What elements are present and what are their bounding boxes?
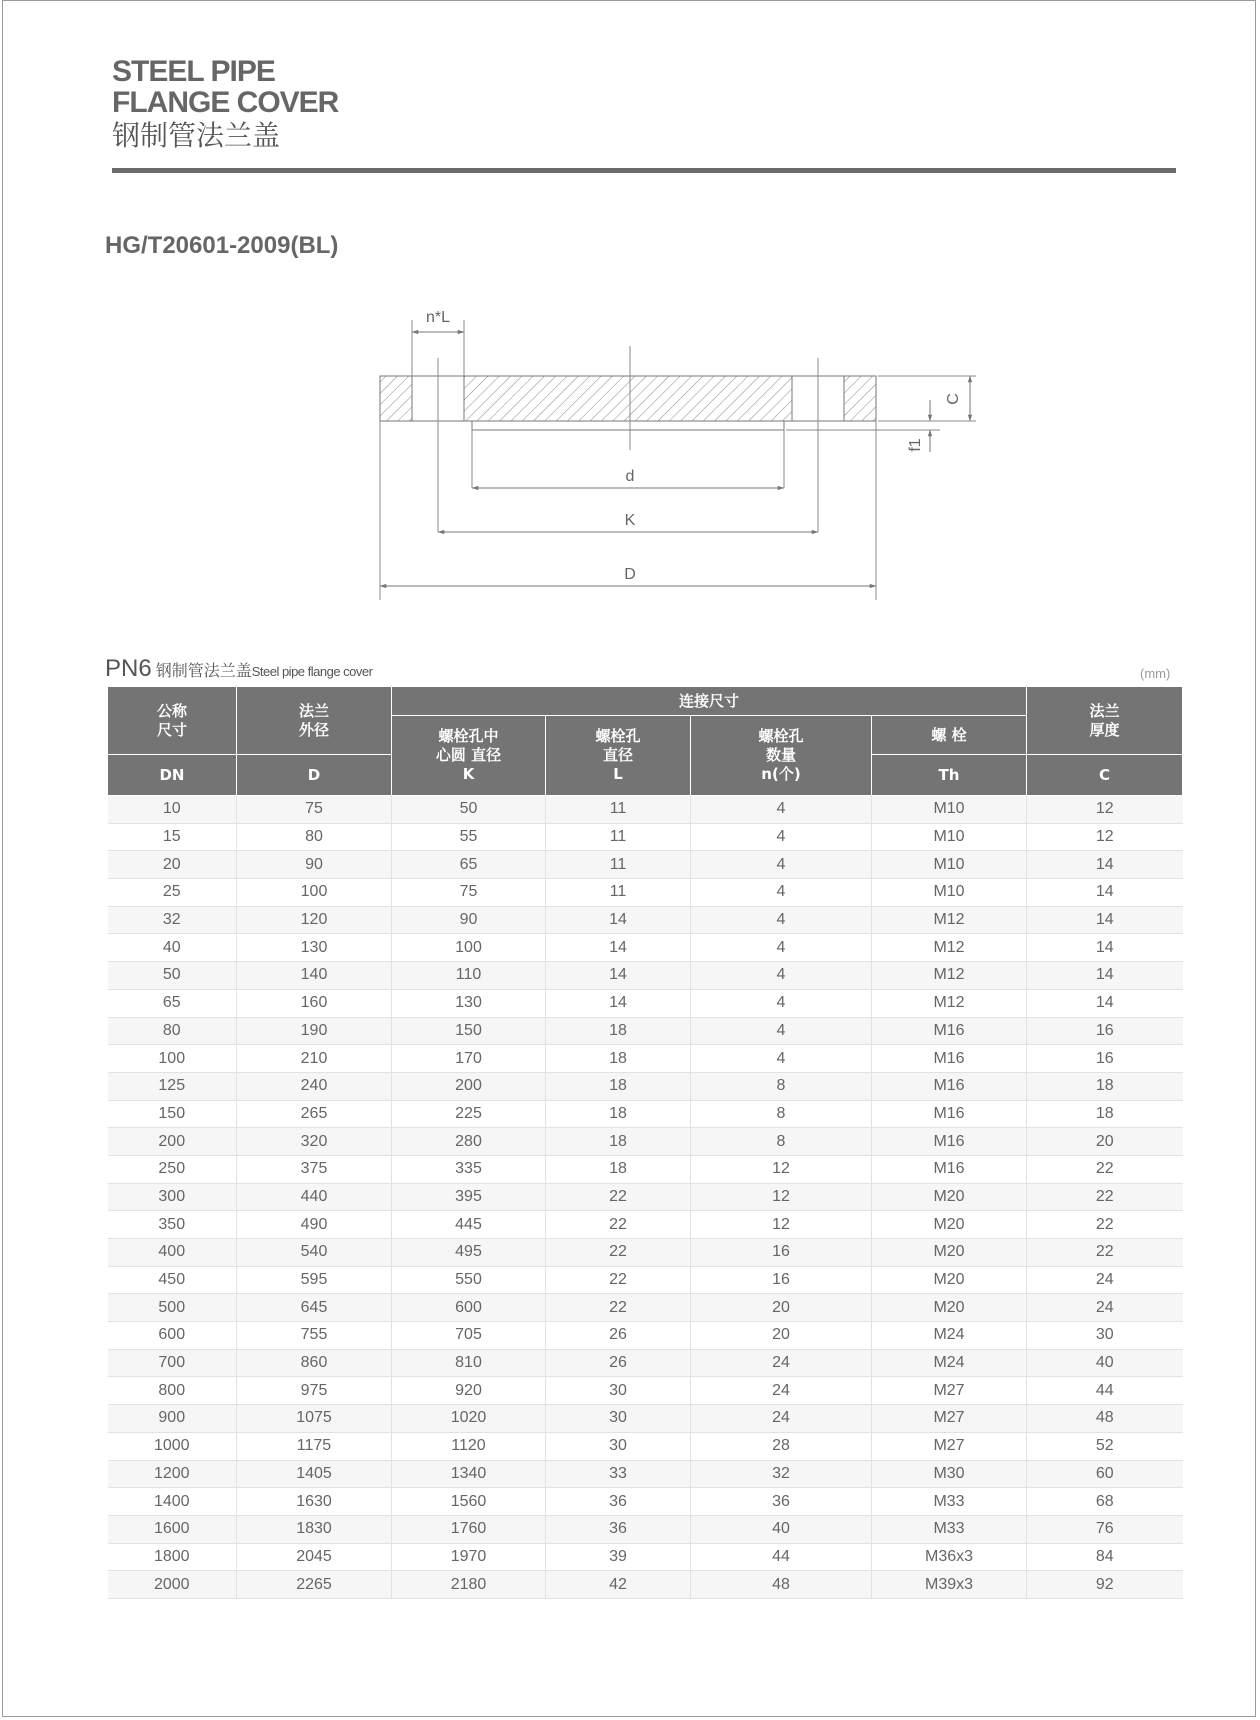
cell-n: 32	[691, 1460, 872, 1488]
cell-l: 22	[546, 1239, 691, 1267]
cell-l: 14	[546, 989, 691, 1017]
cell-k: 150	[392, 1017, 546, 1045]
cell-n: 44	[691, 1543, 872, 1571]
cell-d: 490	[237, 1211, 392, 1239]
cell-l: 33	[546, 1460, 691, 1488]
header-d-cn: 法兰 外径	[237, 687, 392, 755]
page-title-line2: FLANGE COVER	[112, 86, 339, 119]
cell-dn: 65	[108, 989, 237, 1017]
cell-th: M16	[872, 1100, 1027, 1128]
cell-dn: 50	[108, 962, 237, 990]
cell-c: 22	[1027, 1211, 1183, 1239]
cell-k: 395	[392, 1183, 546, 1211]
cell-n: 40	[691, 1515, 872, 1543]
cell-th: M16	[872, 1072, 1027, 1100]
cell-th: M12	[872, 962, 1027, 990]
cell-th: M20	[872, 1183, 1027, 1211]
cell-k: 1020	[392, 1405, 546, 1433]
cell-l: 22	[546, 1183, 691, 1211]
cell-th: M20	[872, 1239, 1027, 1267]
cell-k: 170	[392, 1045, 546, 1073]
d-outer-label: D	[624, 566, 636, 583]
cell-k: 1340	[392, 1460, 546, 1488]
cell-l: 14	[546, 934, 691, 962]
cell-th: M20	[872, 1294, 1027, 1322]
cell-c: 84	[1027, 1543, 1183, 1571]
cell-dn: 1000	[108, 1432, 237, 1460]
cell-c: 22	[1027, 1239, 1183, 1267]
cell-n: 28	[691, 1432, 872, 1460]
cell-c: 40	[1027, 1349, 1183, 1377]
table-row	[108, 1322, 1183, 1350]
table-caption	[105, 655, 372, 683]
cell-d: 440	[237, 1183, 392, 1211]
cell-d: 540	[237, 1239, 392, 1267]
cell-k: 1120	[392, 1432, 546, 1460]
table-caption-cn: 钢制管法兰盖	[155, 661, 252, 680]
cell-dn: 1600	[108, 1515, 237, 1543]
header-th: Th	[872, 755, 1027, 796]
cell-dn: 500	[108, 1294, 237, 1322]
cell-dn: 32	[108, 906, 237, 934]
f1-label: f1	[907, 438, 924, 452]
cell-k: 200	[392, 1072, 546, 1100]
cell-l: 30	[546, 1377, 691, 1405]
table-row	[108, 1377, 1183, 1405]
cell-k: 55	[392, 823, 546, 851]
table-row	[108, 1515, 1183, 1543]
table-row	[108, 906, 1183, 934]
table-row	[108, 1571, 1183, 1599]
cell-th: M16	[872, 1128, 1027, 1156]
cell-dn: 250	[108, 1155, 237, 1183]
table-row	[108, 1100, 1183, 1128]
cell-l: 11	[546, 851, 691, 879]
c-label: C	[945, 393, 962, 405]
cell-l: 30	[546, 1432, 691, 1460]
table-row	[108, 1294, 1183, 1322]
cell-k: 90	[392, 906, 546, 934]
cell-c: 30	[1027, 1322, 1183, 1350]
cell-d: 595	[237, 1266, 392, 1294]
header-c: C	[1027, 755, 1183, 796]
cell-dn: 1200	[108, 1460, 237, 1488]
cell-n: 24	[691, 1349, 872, 1377]
cell-d: 80	[237, 823, 392, 851]
table-row	[108, 1183, 1183, 1211]
cell-d: 860	[237, 1349, 392, 1377]
cell-n: 8	[691, 1128, 872, 1156]
cell-n: 12	[691, 1155, 872, 1183]
cell-c: 14	[1027, 851, 1183, 879]
cell-n: 8	[691, 1100, 872, 1128]
cell-d: 120	[237, 906, 392, 934]
cell-dn: 15	[108, 823, 237, 851]
header-n: 螺栓孔 数量 n(个)	[691, 716, 872, 796]
cell-th: M12	[872, 989, 1027, 1017]
cell-d: 2265	[237, 1571, 392, 1599]
cell-dn: 900	[108, 1405, 237, 1433]
cell-l: 18	[546, 1072, 691, 1100]
table-row	[108, 1211, 1183, 1239]
cell-k: 75	[392, 879, 546, 907]
cell-k: 1970	[392, 1543, 546, 1571]
cell-dn: 1400	[108, 1488, 237, 1516]
cell-k: 280	[392, 1128, 546, 1156]
cell-th: M10	[872, 851, 1027, 879]
table-body	[108, 796, 1183, 1599]
cell-c: 92	[1027, 1571, 1183, 1599]
header-connection: 连接尺寸	[392, 687, 1027, 716]
cell-n: 4	[691, 989, 872, 1017]
cell-dn: 450	[108, 1266, 237, 1294]
cell-dn: 10	[108, 796, 237, 824]
cell-th: M33	[872, 1488, 1027, 1516]
table-row	[108, 1266, 1183, 1294]
cell-k: 1760	[392, 1515, 546, 1543]
cell-n: 4	[691, 851, 872, 879]
cell-th: M12	[872, 906, 1027, 934]
cell-d: 75	[237, 796, 392, 824]
cell-c: 12	[1027, 796, 1183, 824]
table-row	[108, 1349, 1183, 1377]
table-row	[108, 934, 1183, 962]
cell-th: M16	[872, 1017, 1027, 1045]
cell-d: 1175	[237, 1432, 392, 1460]
cell-n: 4	[691, 879, 872, 907]
page-title-cn: 钢制管法兰盖	[112, 119, 281, 152]
header-dn: DN	[108, 755, 237, 796]
k-label: K	[624, 512, 636, 529]
table-row	[108, 1488, 1183, 1516]
cell-n: 24	[691, 1377, 872, 1405]
cell-th: M33	[872, 1515, 1027, 1543]
cell-dn: 100	[108, 1045, 237, 1073]
cell-d: 140	[237, 962, 392, 990]
cell-c: 44	[1027, 1377, 1183, 1405]
cell-l: 26	[546, 1322, 691, 1350]
cell-l: 18	[546, 1017, 691, 1045]
cell-n: 4	[691, 934, 872, 962]
cell-d: 1630	[237, 1488, 392, 1516]
cell-c: 76	[1027, 1515, 1183, 1543]
cell-k: 65	[392, 851, 546, 879]
cell-n: 48	[691, 1571, 872, 1599]
cell-dn: 800	[108, 1377, 237, 1405]
cell-dn: 350	[108, 1211, 237, 1239]
cell-l: 22	[546, 1266, 691, 1294]
cell-n: 12	[691, 1183, 872, 1211]
cell-d: 755	[237, 1322, 392, 1350]
table-row	[108, 962, 1183, 990]
table-row	[108, 851, 1183, 879]
cell-n: 8	[691, 1072, 872, 1100]
cell-c: 60	[1027, 1460, 1183, 1488]
cell-c: 18	[1027, 1072, 1183, 1100]
cell-n: 24	[691, 1405, 872, 1433]
table-caption-en: Steel pipe flange cover	[251, 664, 373, 679]
cell-k: 50	[392, 796, 546, 824]
pressure-nominal-label: PN6	[105, 655, 152, 682]
cell-k: 100	[392, 934, 546, 962]
cell-c: 20	[1027, 1128, 1183, 1156]
cell-dn: 40	[108, 934, 237, 962]
cell-k: 495	[392, 1239, 546, 1267]
cell-th: M16	[872, 1155, 1027, 1183]
cell-d: 190	[237, 1017, 392, 1045]
cell-c: 22	[1027, 1183, 1183, 1211]
table-row	[108, 1432, 1183, 1460]
cell-n: 12	[691, 1211, 872, 1239]
cell-dn: 400	[108, 1239, 237, 1267]
cell-d: 2045	[237, 1543, 392, 1571]
table-row	[108, 1460, 1183, 1488]
cell-k: 335	[392, 1155, 546, 1183]
cell-th: M20	[872, 1266, 1027, 1294]
cell-k: 2180	[392, 1571, 546, 1599]
page-title-line1: STEEL PIPE	[112, 55, 275, 88]
table-row	[108, 879, 1183, 907]
cell-th: M20	[872, 1211, 1027, 1239]
cell-th: M30	[872, 1460, 1027, 1488]
cell-l: 18	[546, 1045, 691, 1073]
cell-dn: 700	[108, 1349, 237, 1377]
flange-spec-table	[107, 686, 1183, 1599]
table-row	[108, 1045, 1183, 1073]
cell-dn: 2000	[108, 1571, 237, 1599]
holes-label: n*L	[425, 309, 451, 326]
cell-d: 160	[237, 989, 392, 1017]
cell-l: 30	[546, 1405, 691, 1433]
cell-k: 130	[392, 989, 546, 1017]
cell-l: 36	[546, 1488, 691, 1516]
cell-th: M27	[872, 1432, 1027, 1460]
cell-d: 210	[237, 1045, 392, 1073]
dimension-lines	[380, 332, 970, 586]
cell-l: 18	[546, 1155, 691, 1183]
cell-n: 4	[691, 1017, 872, 1045]
table-row	[108, 1543, 1183, 1571]
cell-k: 1560	[392, 1488, 546, 1516]
table-row	[108, 1405, 1183, 1433]
cell-c: 68	[1027, 1488, 1183, 1516]
cell-n: 20	[691, 1294, 872, 1322]
extension-lines	[380, 320, 976, 600]
cell-l: 18	[546, 1100, 691, 1128]
table-row	[108, 1128, 1183, 1156]
cell-th: M10	[872, 879, 1027, 907]
table-row	[108, 989, 1183, 1017]
cell-c: 22	[1027, 1155, 1183, 1183]
cell-n: 16	[691, 1266, 872, 1294]
cell-n: 16	[691, 1239, 872, 1267]
cell-dn: 125	[108, 1072, 237, 1100]
cell-n: 4	[691, 1045, 872, 1073]
header-d: D	[237, 755, 392, 796]
cell-d: 100	[237, 879, 392, 907]
cell-k: 225	[392, 1100, 546, 1128]
cell-l: 11	[546, 879, 691, 907]
cell-n: 4	[691, 796, 872, 824]
cell-l: 36	[546, 1515, 691, 1543]
cell-k: 810	[392, 1349, 546, 1377]
table-row	[108, 1155, 1183, 1183]
table-row	[108, 796, 1183, 824]
cell-k: 445	[392, 1211, 546, 1239]
cell-c: 14	[1027, 989, 1183, 1017]
cell-l: 14	[546, 906, 691, 934]
cell-d: 1075	[237, 1405, 392, 1433]
flange-cover-drawing	[360, 300, 980, 610]
cell-d: 1830	[237, 1515, 392, 1543]
cell-n: 4	[691, 906, 872, 934]
cell-th: M24	[872, 1349, 1027, 1377]
cell-n: 4	[691, 962, 872, 990]
header-th-cn: 螺 栓	[872, 716, 1027, 755]
cell-l: 42	[546, 1571, 691, 1599]
header-c-cn: 法兰 厚度	[1027, 687, 1183, 755]
cell-c: 14	[1027, 962, 1183, 990]
title-divider	[112, 168, 1176, 173]
cell-l: 39	[546, 1543, 691, 1571]
cell-dn: 200	[108, 1128, 237, 1156]
cell-n: 36	[691, 1488, 872, 1516]
header-l: 螺栓孔 直径 L	[546, 716, 691, 796]
cell-k: 550	[392, 1266, 546, 1294]
cell-c: 48	[1027, 1405, 1183, 1433]
cell-l: 18	[546, 1128, 691, 1156]
cell-dn: 80	[108, 1017, 237, 1045]
cell-k: 600	[392, 1294, 546, 1322]
cell-d: 90	[237, 851, 392, 879]
cell-d: 1405	[237, 1460, 392, 1488]
cell-dn: 20	[108, 851, 237, 879]
cell-c: 24	[1027, 1266, 1183, 1294]
unit-note: (mm)	[1140, 666, 1171, 681]
d-small-label: d	[625, 468, 635, 485]
cell-dn: 1800	[108, 1543, 237, 1571]
cell-d: 375	[237, 1155, 392, 1183]
cell-c: 14	[1027, 879, 1183, 907]
cell-th: M36x3	[872, 1543, 1027, 1571]
cell-th: M27	[872, 1405, 1027, 1433]
cell-th: M12	[872, 934, 1027, 962]
cell-l: 11	[546, 823, 691, 851]
cell-th: M10	[872, 823, 1027, 851]
cell-d: 240	[237, 1072, 392, 1100]
table-row	[108, 1072, 1183, 1100]
cell-k: 920	[392, 1377, 546, 1405]
cell-c: 52	[1027, 1432, 1183, 1460]
cell-th: M24	[872, 1322, 1027, 1350]
cell-dn: 300	[108, 1183, 237, 1211]
table-row	[108, 1239, 1183, 1267]
header-dn-cn: 公称 尺寸	[108, 687, 237, 755]
standard-code: HG/T20601-2009(BL)	[105, 232, 339, 259]
table-row	[108, 823, 1183, 851]
cell-c: 18	[1027, 1100, 1183, 1128]
cell-d: 265	[237, 1100, 392, 1128]
cell-dn: 25	[108, 879, 237, 907]
cell-c: 14	[1027, 934, 1183, 962]
cell-l: 14	[546, 962, 691, 990]
cell-c: 14	[1027, 906, 1183, 934]
cell-c: 12	[1027, 823, 1183, 851]
page-title	[112, 56, 338, 118]
cell-l: 22	[546, 1294, 691, 1322]
cell-c: 16	[1027, 1017, 1183, 1045]
cell-th: M16	[872, 1045, 1027, 1073]
cell-d: 975	[237, 1377, 392, 1405]
cell-l: 22	[546, 1211, 691, 1239]
table-row	[108, 1017, 1183, 1045]
cell-dn: 150	[108, 1100, 237, 1128]
cell-n: 4	[691, 823, 872, 851]
cell-c: 16	[1027, 1045, 1183, 1073]
cell-th: M10	[872, 796, 1027, 824]
cell-d: 130	[237, 934, 392, 962]
flange-section	[380, 376, 876, 430]
cell-th: M27	[872, 1377, 1027, 1405]
header-k: 螺栓孔中 心圆 直径 K	[392, 716, 546, 796]
cell-th: M39x3	[872, 1571, 1027, 1599]
cell-k: 110	[392, 962, 546, 990]
cell-d: 645	[237, 1294, 392, 1322]
cell-l: 11	[546, 796, 691, 824]
cell-d: 320	[237, 1128, 392, 1156]
cell-c: 24	[1027, 1294, 1183, 1322]
cell-k: 705	[392, 1322, 546, 1350]
cell-dn: 600	[108, 1322, 237, 1350]
cell-n: 20	[691, 1322, 872, 1350]
cell-l: 26	[546, 1349, 691, 1377]
